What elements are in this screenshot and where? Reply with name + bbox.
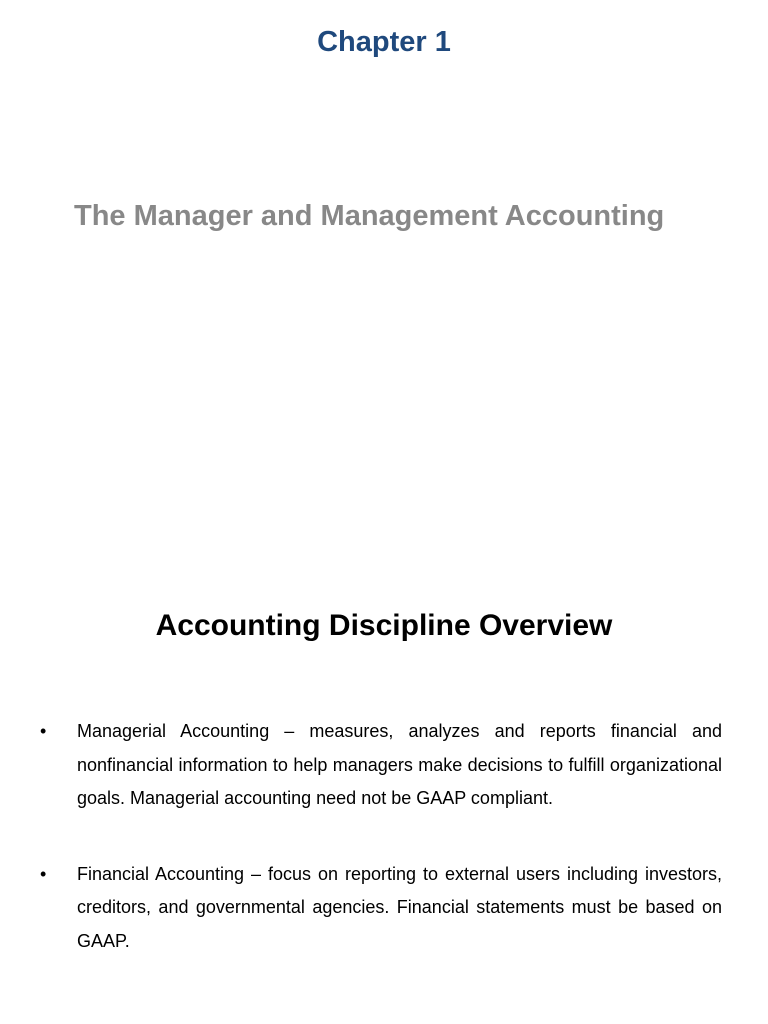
bullet-text: Financial Accounting – focus on reporting to external users including investors, creditors, and governmental agencies. Financial statements must be based on GAAP. (77, 863, 722, 951)
bullet-marker: • (40, 721, 47, 741)
bullet-item-financial-accounting (40, 858, 722, 959)
bullet-marker: • (40, 863, 47, 884)
chapter-title: Chapter 1 (317, 26, 451, 58)
section-heading: Accounting Discipline Overview (155, 609, 613, 642)
bullet-text: Managerial Accounting – measures, analyzes and reports financial and nonfinancial information to help managers make decisions to fulfill organizational goals. Managerial accounting need not be GAAP compliant. (77, 721, 722, 808)
chapter-subtitle: The Manager and Management Accounting (74, 200, 665, 232)
bullet-item-managerial-accounting (40, 715, 722, 816)
bullet-list (40, 715, 722, 1000)
